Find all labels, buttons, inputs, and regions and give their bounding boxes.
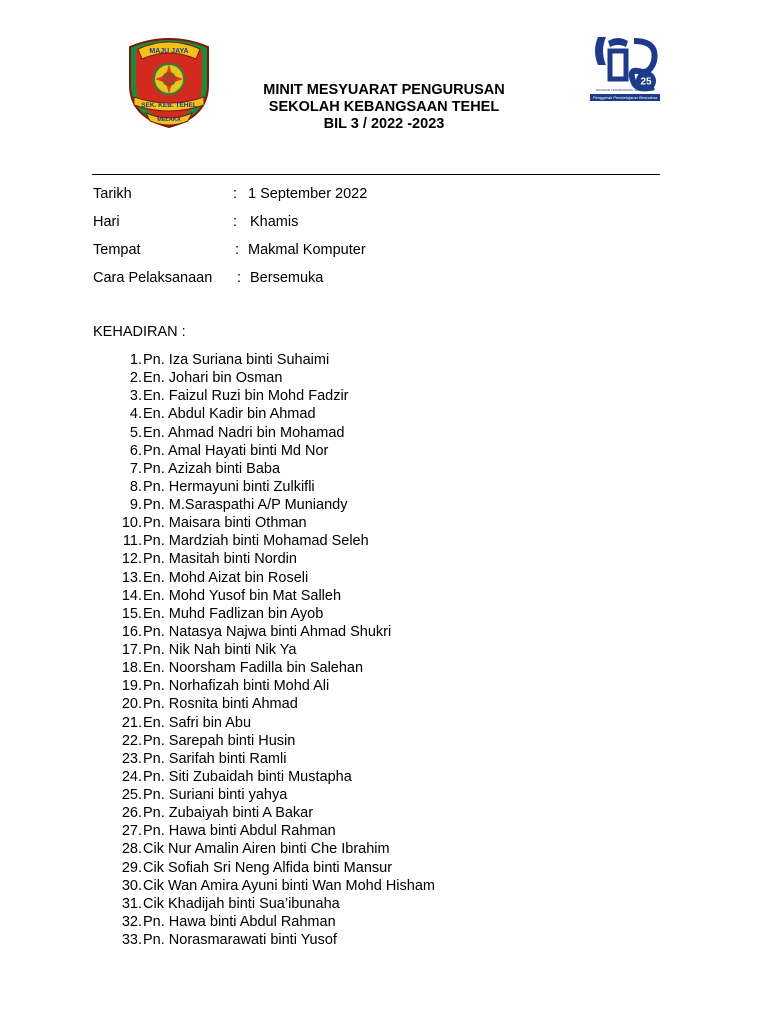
attendance-number: 20. — [121, 696, 142, 713]
attendance-name: Pn. Zubaiyah binti A Bakar — [143, 805, 314, 822]
attendance-name: Pn. Norhafizah binti Mohd Ali — [143, 678, 330, 695]
meta-value: Bersemuka — [250, 270, 324, 286]
attendance-name: En. Abdul Kadir bin Ahmad — [143, 406, 316, 423]
attendance-number: 12. — [121, 551, 142, 568]
meta-label: Cara Pelaksanaan — [93, 270, 213, 286]
attendance-name: En. Johari bin Osman — [143, 370, 283, 387]
attendance-name: Pn. Amal Hayati binti Md Nor — [143, 442, 329, 459]
meta-label: Tarikh — [93, 186, 132, 202]
attendance-number: 10. — [121, 515, 142, 532]
program-logo — [588, 31, 662, 105]
attendance-name: En. Mohd Aizat bin Roseli — [143, 569, 309, 586]
attendance-name: En. Muhd Fadlizan bin Ayob — [143, 605, 324, 622]
meta-colon: : — [235, 242, 240, 258]
attendance-number: 4. — [129, 406, 142, 423]
attendance-name: Pn. Mardziah binti Mohamad Seleh — [143, 533, 369, 550]
attendance-number: 5. — [129, 424, 142, 441]
meta-label: Hari — [93, 214, 120, 230]
attendance-number: 32. — [121, 913, 142, 930]
attendance-number: 7. — [129, 460, 142, 477]
attendance-number: 30. — [121, 877, 142, 894]
attendance-name: Pn. Azizah binti Baba — [143, 460, 281, 477]
attendance-number: 27. — [121, 823, 142, 840]
attendance-name: Pn. Natasya Najwa binti Ahmad Shukri — [143, 623, 392, 640]
attendance-name: Cik Nur Amalin Airen binti Che Ibrahim — [143, 841, 390, 858]
meta-value: Khamis — [250, 214, 299, 230]
attendance-name: En. Faizul Ruzi bin Mohd Fadzir — [143, 388, 349, 405]
crest-band-text: SEK. KEB. TEHEL — [141, 102, 197, 109]
program-badge-number: 25 — [640, 76, 652, 88]
attendance-name: Pn. M.Saraspathi A/P Muniandy — [143, 497, 348, 513]
attendance-number: 14. — [121, 587, 142, 604]
title-line-1: MINIT MESYUARAT PENGURUSAN — [263, 82, 505, 98]
attendance-name: Pn. Sarepah binti Husin — [143, 732, 296, 749]
document-title — [200, 82, 568, 133]
meta-label: Tempat — [93, 242, 141, 258]
attendance-name: Pn. Hermayuni binti Zulkifli — [143, 478, 315, 495]
attendance-name: Cik Sofiah Sri Neng Alfida binti Mansur — [143, 859, 393, 876]
attendance-number: 19. — [121, 678, 142, 695]
attendance-name: Pn. Masitah binti Nordin — [143, 551, 297, 568]
attendance-number: 6. — [129, 442, 142, 459]
meta-colon: : — [233, 214, 238, 230]
attendance-number: 8. — [129, 478, 142, 495]
attendance-number: 23. — [121, 750, 142, 767]
attendance-name: Pn. Suriani binti yahya — [143, 787, 288, 803]
attendance-name: En. Safri bin Abu — [143, 714, 252, 731]
attendance-number: 26. — [121, 805, 142, 822]
attendance-number: 1. — [129, 352, 142, 368]
crest-bottom-text: MELAKA — [157, 117, 181, 123]
crest-top-text: MAJU JAYA — [149, 48, 189, 55]
program-sub-caption: PROGRAM TRANSFORMASI SEKOLAH 2025 — [595, 88, 655, 92]
attendance-name: En. Mohd Yusof bin Mat Salleh — [143, 587, 342, 604]
attendance-number: 18. — [121, 660, 142, 677]
attendance-number: 25. — [121, 787, 142, 803]
meta-value: 1 September 2022 — [248, 186, 368, 202]
attendance-name: Pn. Rosnita binti Ahmad — [143, 696, 298, 713]
attendance-name: Cik Khadijah binti Sua’ibunaha — [143, 895, 340, 912]
meta-value: Makmal Komputer — [248, 242, 366, 258]
attendance-number: 3. — [129, 388, 142, 405]
attendance-name: Pn. Hawa binti Abdul Rahman — [143, 913, 336, 930]
attendance-number: 33. — [121, 932, 142, 948]
attendance-number: 22. — [121, 732, 142, 749]
attendance-number: 9. — [129, 497, 142, 513]
attendance-number: 2. — [129, 370, 142, 387]
attendance-number: 28. — [121, 841, 142, 858]
attendance-name: Pn. Hawa binti Abdul Rahman — [143, 823, 336, 840]
header-divider — [92, 174, 660, 175]
attendance-number: 17. — [121, 642, 142, 658]
attendance-name: Pn. Sarifah binti Ramli — [143, 750, 287, 767]
attendance-name: En. Ahmad Nadri bin Mohamad — [143, 424, 345, 441]
attendance-number: 13. — [121, 569, 142, 586]
attendance-name: Pn. Norasmarawati binti Yusof — [143, 932, 337, 948]
title-line-3: BIL 3 / 2022 -2023 — [323, 116, 445, 132]
attendance-name: Pn. Maisara binti Othman — [143, 515, 307, 532]
attendance-name: En. Noorsham Fadilla bin Salehan — [143, 660, 364, 677]
attendance-number: 29. — [121, 859, 142, 876]
attendance-name: Pn. Siti Zubaidah binti Mustapha — [143, 768, 352, 785]
attendance-name: Cik Wan Amira Ayuni binti Wan Mohd Hisham — [143, 877, 435, 894]
attendance-number: 31. — [121, 895, 142, 912]
attendance-name: Pn. Nik Nah binti Nik Ya — [143, 642, 297, 658]
meta-colon: : — [233, 186, 238, 202]
attendance-number: 24. — [121, 768, 142, 785]
attendance-number: 16. — [121, 623, 142, 640]
title-line-2: SEKOLAH KEBANGSAAN TEHEL — [268, 99, 500, 115]
attendance-number: 21. — [121, 714, 142, 731]
attendance-heading: KEHADIRAN : — [93, 324, 186, 340]
attendance-number: 11. — [122, 533, 142, 550]
attendance-number: 15. — [121, 605, 142, 622]
meta-colon: : — [237, 270, 242, 286]
program-caption: Penggerak Pembelajaran Bermakna — [592, 95, 658, 101]
attendance-name: Pn. Iza Suriana binti Suhaimi — [143, 352, 330, 368]
